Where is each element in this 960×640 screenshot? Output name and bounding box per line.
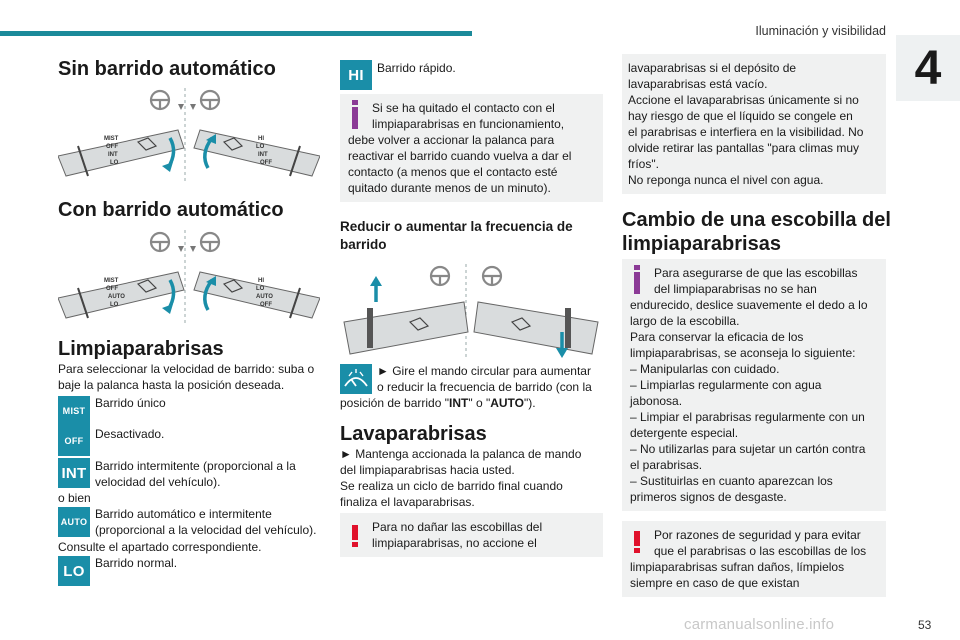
heading-sin-barrido: Sin barrido automático bbox=[58, 58, 276, 80]
info-icon bbox=[634, 265, 640, 294]
lever-b-r-label: AUTO bbox=[256, 294, 273, 300]
auto-description: Barrido automático e intermitente (proporcional a la velocidad del vehículo). bbox=[95, 507, 317, 537]
heading-cambio-escobilla: Cambio de una escobilla del limpiaparabrisas bbox=[622, 209, 891, 255]
warning-note-continued: lavaparabrisas si el depósito de lavaparabrisas está vacío. Accione el lavaparabrisas únicamente si no hay riesgo de que el líquido se congele en el parabrisas e interfiera en la visibilidad. No olvide retirar las pantallas "para climas muy fríos". No reponga nunca el nivel con agua. bbox=[622, 54, 886, 194]
warning-note-seguridad: Por razones de seguridad y para evitar que el parabrisas o las escobillas de los limpiaparabrisas sufran daños, límpielos siempre en caso de que existan bbox=[622, 521, 886, 597]
info-note-escobillas: Para asegurarse de que las escobillas del limpiaparabrisas no se han endurecido, deslice suavemente el dedo a lo largo de la escobilla. Para conservar la eficacia de los limpiaparabrisas, se aconseja lo siguiente: – Manipularlas con cuidado. – Limpiarlas regularmente con agua jabonosa. – Limpiar el parabrisas regularmente con un detergente especial. – No utilizarlas para sujetar un cartón contra el parabrisas. – Sustituirlas en cuanto aparezcan los primeros signos de desgaste. bbox=[622, 259, 886, 511]
info-note-contact: Si se ha quitado el contacto con el limpiaparabrisas en funcionamiento, debe volver a accionar la palanca para reactivar el barrido cuando vuelva a dar el contacto (a menos que el contacto esté quitado durante menos de un minuto). bbox=[340, 94, 603, 202]
lever-a-label: LO bbox=[110, 160, 119, 166]
watermark: carmanualsonline.info bbox=[684, 616, 835, 633]
figure-lever-manual bbox=[58, 86, 320, 182]
mist-description: Barrido único bbox=[95, 396, 166, 410]
header-accent-bar bbox=[0, 31, 472, 36]
lever-a-label: INT bbox=[108, 152, 118, 158]
figure-lever-auto bbox=[58, 228, 320, 324]
hi-description: Barrido rápido. bbox=[377, 61, 456, 75]
lever-a-r-label: OFF bbox=[260, 160, 272, 166]
warning-icon bbox=[634, 531, 640, 553]
lever-a-r-label: INT bbox=[258, 152, 268, 158]
int-description: Barrido intermitente (proporcional a la velocidad del vehículo). bbox=[95, 459, 296, 489]
lever-b-r-label: LO bbox=[256, 286, 265, 292]
lever-b-r-label: HI bbox=[258, 278, 264, 284]
lever-a-label: OFF bbox=[106, 144, 118, 150]
auto-badge: AUTO bbox=[58, 507, 90, 537]
consulte-text: Consulte el apartado correspondiente. bbox=[58, 540, 262, 554]
intro-text: Para seleccionar la velocidad de barrido: suba o baje la palanca hasta la posición deseada. bbox=[58, 362, 315, 392]
lever-b-label: AUTO bbox=[108, 294, 125, 300]
chapter-number: 4 bbox=[914, 42, 942, 95]
heading-lavaparabrisas: Lavaparabrisas bbox=[340, 423, 487, 445]
lo-description: Barrido normal. bbox=[95, 556, 178, 570]
ring-instruction: ► Gire el mando circular para aumentar o reducir la frecuencia de barrido (con la bbox=[377, 364, 592, 394]
lever-b-r-label: OFF bbox=[260, 302, 272, 308]
lava-text: ► Mantenga accionada la palanca de mando del limpiaparabrisas hacia usted. Se realiza un ciclo de barrido final cuando finaliza el lavaparabrisas. bbox=[340, 447, 582, 509]
figure-frequency-ring bbox=[340, 262, 602, 358]
off-badge: OFF bbox=[58, 426, 90, 456]
lever-a-label: MIST bbox=[104, 136, 119, 142]
lever-b-label: OFF bbox=[106, 286, 118, 292]
lever-a-r-label: HI bbox=[258, 136, 264, 142]
page-number: 53 bbox=[918, 618, 932, 632]
off-description: Desactivado. bbox=[95, 427, 165, 441]
chapter-tab bbox=[896, 35, 960, 101]
wiper-frequency-icon bbox=[340, 364, 372, 394]
mist-badge: MIST bbox=[58, 396, 90, 426]
lever-b-label: MIST bbox=[104, 278, 119, 284]
warning-note-lava: Para no dañar las escobillas del limpiaparabrisas, no accione el bbox=[340, 513, 603, 557]
lever-b-label: LO bbox=[110, 302, 119, 308]
heading-con-barrido: Con barrido automático bbox=[58, 199, 284, 221]
heading-reducir: Reducir o aumentar la frecuencia de barrido bbox=[340, 219, 573, 252]
lo-badge: LO bbox=[58, 556, 90, 586]
lever-a-r-label: LO bbox=[256, 144, 265, 150]
heading-limpiaparabrisas: Limpiaparabrisas bbox=[58, 338, 224, 360]
info-icon bbox=[352, 100, 358, 129]
warning-icon bbox=[352, 525, 358, 547]
section-title: Iluminación y visibilidad bbox=[755, 24, 886, 38]
int-badge: INT bbox=[58, 458, 90, 488]
ring-instruction-end: posición de barrido "INT" o "AUTO"). bbox=[340, 396, 536, 410]
o-bien-text: o bien bbox=[58, 491, 91, 505]
hi-badge: HI bbox=[340, 60, 372, 90]
